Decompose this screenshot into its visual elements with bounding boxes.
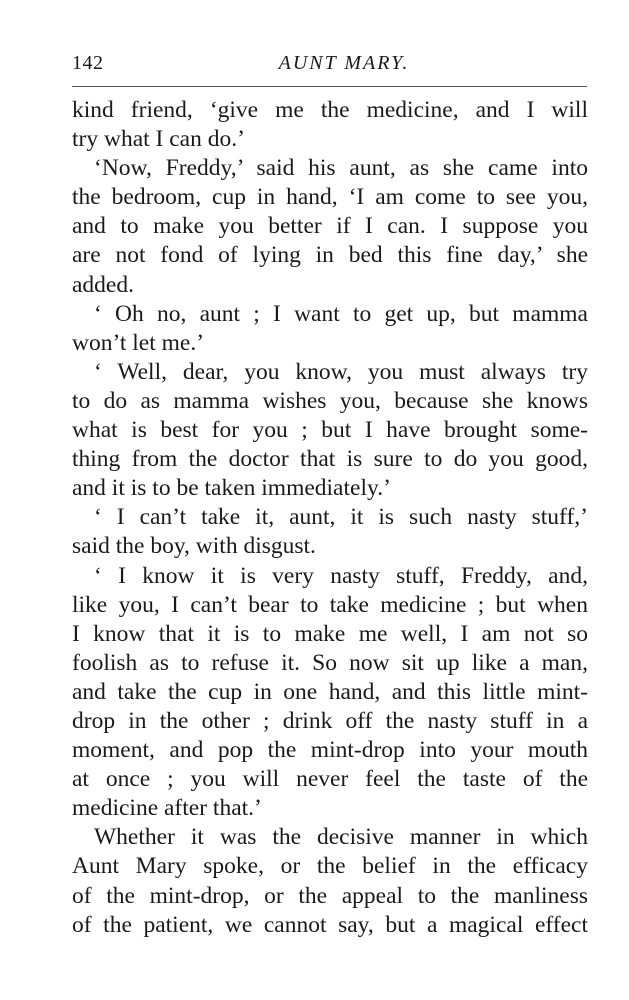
- text-line: Aunt Mary spoke, or the belief in the efficacy: [72, 853, 588, 880]
- text-line: added.: [72, 271, 134, 298]
- body-text: [72, 96, 588, 940]
- text-line: and take the cup in one hand, and this little mint-: [72, 678, 588, 705]
- text-line: thing from the doctor that is sure to do you good,: [72, 446, 588, 473]
- text-line: and it is to be taken immediately.’: [72, 475, 391, 502]
- text-line: of the mint-drop, or the appeal to the manliness: [72, 882, 588, 909]
- text-line: ‘Now, Freddy,’ said his aunt, as she came into: [94, 155, 588, 182]
- text-line: and to make you better if I can. I suppose you: [72, 213, 588, 240]
- text-line: try what I can do.’: [72, 126, 245, 153]
- text-line: Whether it was the decisive manner in which: [94, 824, 588, 851]
- text-line: moment, and pop the mint-drop into your mouth: [72, 737, 588, 764]
- text-line: foolish as to refuse it. So now sit up like a man,: [72, 649, 588, 676]
- header-rule: [72, 86, 587, 87]
- text-line: the bedroom, cup in hand, ‘I am come to see you,: [72, 184, 588, 211]
- text-line: of the patient, we cannot say, but a magical effect: [72, 911, 588, 938]
- text-line: like you, I can’t bear to take medicine ; but when: [72, 591, 588, 618]
- text-line: said the boy, with disgust.: [72, 533, 316, 560]
- text-line: to do as mamma wishes you, because she knows: [72, 387, 588, 414]
- text-line: ‘ Oh no, aunt ; I want to get up, but mamma: [94, 300, 588, 327]
- text-line: ‘ Well, dear, you know, you must always try: [94, 358, 588, 385]
- text-line: medicine after that.’: [72, 795, 262, 822]
- page-header: [72, 52, 592, 82]
- text-line: I know that it is to make me well, I am not so: [72, 620, 588, 647]
- text-line: won’t let me.’: [72, 329, 205, 356]
- text-line: what is best for you ; but I have brought some-: [72, 417, 588, 444]
- text-line: kind friend, ‘give me the medicine, and I will: [72, 97, 588, 123]
- text-line: ‘ I can’t take it, aunt, it is such nasty stuff,’: [94, 504, 588, 531]
- page-number: 142: [72, 52, 104, 74]
- text-line: drop in the other ; drink off the nasty stuff in a: [72, 707, 588, 734]
- text-line: at once ; you will never feel the taste of the: [72, 766, 588, 793]
- running-title: AUNT MARY.: [278, 52, 410, 74]
- text-line: ‘ I know it is very nasty stuff, Freddy, and,: [94, 562, 588, 589]
- text-line: are not fond of lying in bed this fine day,’ she: [72, 242, 588, 269]
